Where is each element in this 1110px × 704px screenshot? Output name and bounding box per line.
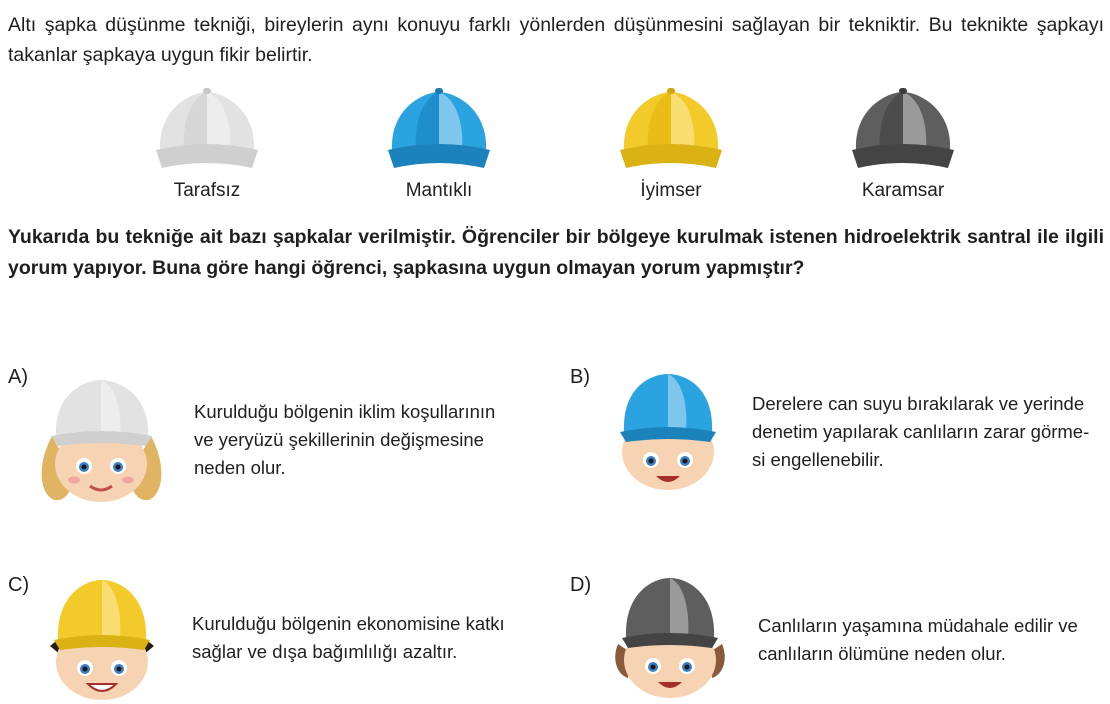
option-line: canlıların ölümüne neden olur. xyxy=(758,643,1006,664)
hat-label: Karamsar xyxy=(861,180,945,201)
option-d[interactable] xyxy=(560,568,1110,704)
hat-item-mantikli xyxy=(359,88,519,202)
hat-item-karamsar xyxy=(823,88,983,202)
hat-label: Mantıklı xyxy=(405,180,473,201)
option-line: Derelere can suyu bırakılarak ve yerinde xyxy=(752,393,1085,414)
option-b[interactable] xyxy=(560,360,1110,510)
hat-label: Tarafsız xyxy=(173,180,241,201)
hat-label: İyimser xyxy=(640,180,702,201)
option-text xyxy=(758,612,1078,668)
option-line: Canlıların yaşamına müdahale edilir ve xyxy=(758,615,1078,636)
option-letter: C) xyxy=(8,574,30,596)
hat-item-tarafsiz xyxy=(127,88,287,202)
boy-yellow-cap-icon xyxy=(42,576,162,704)
option-letter: D) xyxy=(570,574,592,596)
hat-row xyxy=(0,88,1110,208)
option-line: denetim yapılarak canlıların zarar görme- xyxy=(752,421,1090,442)
option-line: si engellenebilir. xyxy=(752,449,884,470)
option-letter: B) xyxy=(570,366,590,388)
girl-white-cap-icon xyxy=(34,376,169,506)
option-text xyxy=(752,390,1089,474)
white-cap-icon xyxy=(152,88,262,176)
option-text xyxy=(194,398,495,482)
option-line: Kurulduğu bölgenin ekonomisine katkı xyxy=(192,613,505,634)
gray-cap-icon xyxy=(848,88,958,176)
option-line: neden olur. xyxy=(194,457,286,478)
boy-gray-cap-icon xyxy=(608,574,732,702)
option-line: ve yeryüzü şekillerinin değişmesine xyxy=(194,429,484,450)
intro-paragraph: Altı şapka düşünme tekniği, bireylerin aynı konuyu farklı yönlerden düşünmesini sağlayan bir tekniktir. Bu teknikte şapkayı takanlar şapkaya uygun fikir belirtir. xyxy=(8,14,1104,66)
blue-cap-icon xyxy=(384,88,494,176)
hat-item-iyimser xyxy=(591,88,751,202)
option-line: Kurulduğu bölgenin iklim koşullarının xyxy=(194,401,496,422)
boy-blue-cap-icon xyxy=(608,370,728,494)
option-a[interactable] xyxy=(0,360,555,510)
question-stem: Yukarıda bu tekniğe ait bazı şapkalar verilmiştir. Öğrenciler bir bölgeye kurulmak istenen hidroelektrik santral ile ilgili yorum yapıyor. Buna göre hangi öğrenci, şapkasına uygun olmayan yorum yapmıştır? xyxy=(8,226,1104,279)
yellow-cap-icon xyxy=(616,88,726,176)
option-letter: A) xyxy=(8,366,28,388)
option-line: sağlar ve dışa bağımlılığı azaltır. xyxy=(192,641,458,662)
option-text xyxy=(192,610,505,666)
option-c[interactable] xyxy=(0,568,555,704)
